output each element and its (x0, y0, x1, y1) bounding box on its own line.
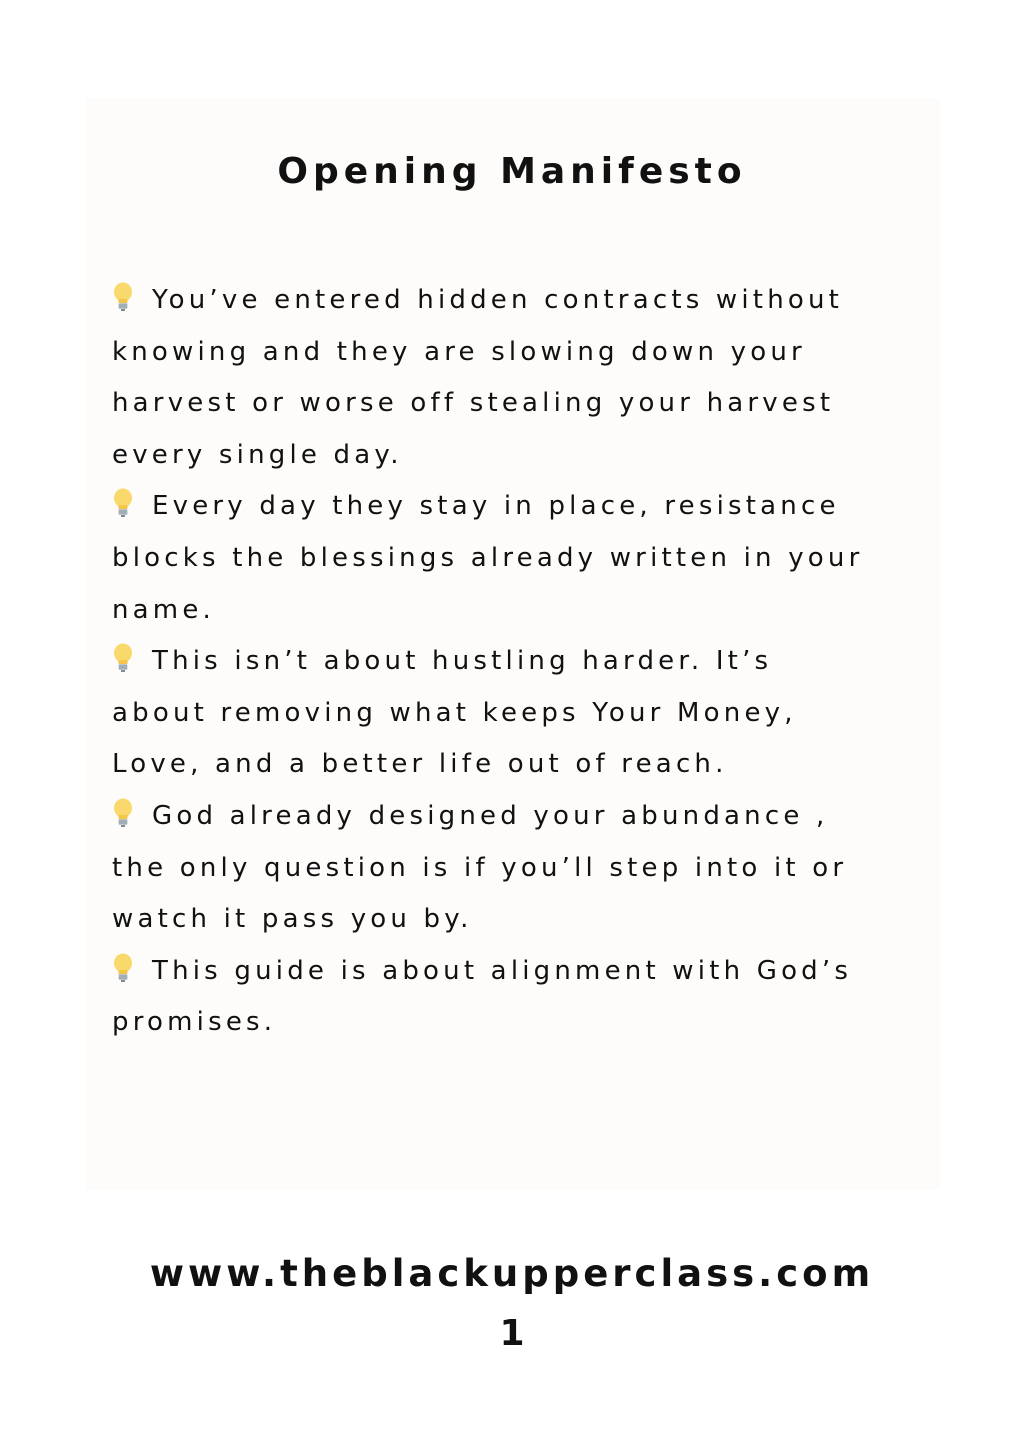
lightbulb-icon (112, 282, 134, 312)
bullet-line: Love, and a better life out of reach. (112, 749, 728, 780)
bullet-line: blocks the blessings already written in your (112, 542, 864, 573)
bullet-line: every single day. (112, 439, 403, 470)
bullet-line (112, 481, 912, 533)
bullet-line: promises. (112, 1007, 277, 1038)
bullet-line: watch it pass you by. (112, 904, 473, 935)
page-number: 1 (499, 1313, 525, 1354)
manifesto-bullet (112, 275, 912, 481)
bullet-line (112, 636, 912, 688)
lightbulb-icon (112, 488, 134, 518)
bullet-text: This isn’t about hustling harder. It’s (152, 646, 773, 677)
bullet-text: Every day they stay in place, resistance (152, 491, 840, 522)
bullet-line: about removing what keeps Your Money, (112, 697, 797, 728)
manifesto-bullet (112, 636, 912, 791)
bullet-line (112, 275, 912, 327)
bullet-line: knowing and they are slowing down your (112, 336, 806, 367)
bullet-line (112, 791, 912, 843)
bullet-line (112, 946, 912, 998)
bullet-line: name. (112, 594, 215, 625)
lightbulb-icon (112, 953, 134, 983)
lightbulb-icon (112, 643, 134, 673)
manifesto-bullet (112, 791, 912, 946)
lightbulb-icon (112, 798, 134, 828)
page-title: Opening Manifesto (277, 151, 747, 192)
manifesto-body (112, 275, 912, 1049)
bullet-line: harvest or worse off stealing your harvest (112, 388, 835, 419)
bullet-line: the only question is if you’ll step into it or (112, 852, 848, 883)
bullet-text: God already designed your abundance , (152, 800, 829, 831)
website-url: www.theblackupperclass.com (149, 1252, 875, 1295)
bullet-text: This guide is about alignment with God’s (152, 955, 853, 986)
manifesto-bullet (112, 481, 912, 636)
bullet-text: You’ve entered hidden contracts without (152, 285, 844, 315)
manifesto-bullet (112, 946, 912, 1049)
